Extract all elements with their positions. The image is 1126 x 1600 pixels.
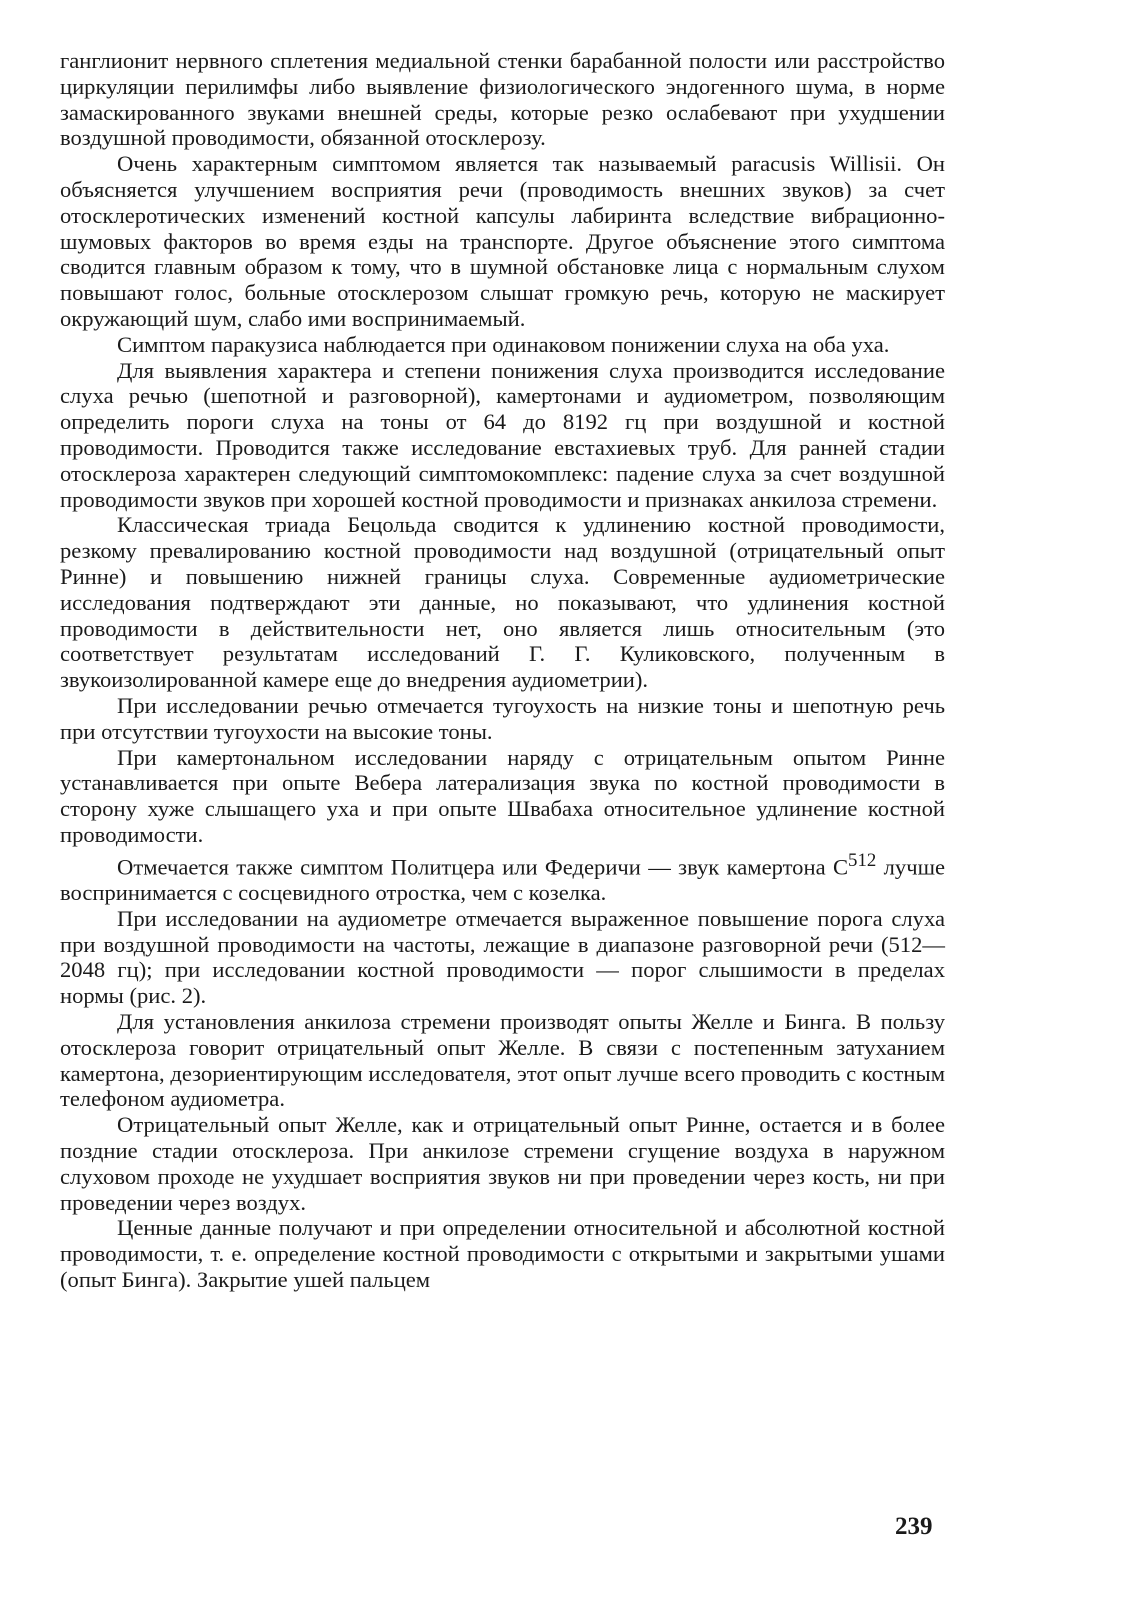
paragraph-6: При исследовании речью отмечается тугоухость на низкие тоны и шепотную речь при отсутствии тугоухости на высокие тоны. bbox=[60, 692, 945, 744]
page-number: 239 bbox=[895, 1513, 933, 1540]
paragraph-5: Классическая триада Бецольда сводится к удлинению костной проводимости, резкому превалированию костной проводимости над воздушной (отрицательный опыт Ринне) и повышению нижней границы слуха. Современные аудиометрические исследования подтверждают эти данные, но показывают, что удлинения костной проводимости в действительности нет, оно является лишь относительным (это соответствует результатам исследований Г. Г. Куликовского, полученным в звукоизолированной камере еще до внедрения аудиометрии). bbox=[60, 512, 945, 693]
paragraph-4: Для выявления характера и степени понижения слуха производится исследование слуха речью (шепотной и разговорной), камертонами и аудиометром, позволяющим определить пороги слуха на тоны от 64 до 8192 гц при воздушной и костной проводимости. Проводится также исследование евстахиевых труб. Для ранней стадии отосклероза характерен следующий симптомокомплекс: падение слуха за счет воздушной проводимости звуков при хорошей костной проводимости и признаках анкилоза стремени. bbox=[60, 357, 945, 512]
paragraph-8-superscript: 512 bbox=[848, 849, 877, 871]
paragraph-8-text-after: лучше воспринимается с сосцевидного отростка, чем с козелка. bbox=[60, 854, 945, 906]
paragraph-8 bbox=[60, 848, 945, 906]
paragraph-12: Ценные данные получают и при определении относительной и абсолютной костной проводимости, т. е. определение костной проводимости с открытыми и закрытыми ушами (опыт Бинга). Закрытие ушей пальцем bbox=[60, 1215, 945, 1292]
page-body bbox=[60, 48, 945, 1293]
paragraph-11: Отрицательный опыт Желле, как и отрицательный опыт Ринне, остается и в более поздние стадии отосклероза. При анкилозе стремени сгущение воздуха в наружном слуховом проходе не ухудшает восприятия звуков ни при проведении через кость, ни при проведении через воздух. bbox=[60, 1112, 945, 1215]
paragraph-8-text-before: Отмечается также симптом Политцера или Федеричи — звук камертона C bbox=[117, 854, 849, 880]
paragraph-1: ганглионит нервного сплетения медиальной стенки барабанной полости или расстройство циркуляции перилимфы либо выявление физиологического эндогенного шума, в норме замаскированного звуками внешней среды, которые резко ослабевают при ухудшении воздушной проводимости, обязанной отосклерозу. bbox=[60, 48, 945, 151]
paragraph-9: При исследовании на аудиометре отмечается выраженное повышение порога слуха при воздушной проводимости на частоты, лежащие в диапазоне разговорной речи (512—2048 гц); при исследовании костной проводимости — порог слышимости в пределах нормы (рис. 2). bbox=[60, 905, 945, 1009]
paragraph-7: При камертональном исследовании наряду с отрицательным опытом Ринне устанавливается при опыте Вебера латерализация звука по костной проводимости в сторону хуже слышащего уха и при опыте Швабаха относительное удлинение костной проводимости. bbox=[60, 744, 945, 847]
paragraph-3: Симптом паракузиса наблюдается при одинаковом понижении слуха на оба уха. bbox=[117, 331, 890, 357]
paragraph-10: Для установления анкилоза стремени производят опыты Желле и Бинга. В пользу отосклероза говорит отрицательный опыт Желле. В связи с постепенным затуханием камертона, дезориентирующим исследователя, этот опыт лучше всего проводить с костным телефоном аудиометра. bbox=[60, 1009, 945, 1112]
paragraph-2: Очень характерным симптомом является так называемый paracusis Willisii. Он объясняется улучшением восприятия речи (проводимость внешних звуков) за счет отосклеротических изменений костной капсулы лабиринта вследствие вибрационно-шумовых факторов во время езды на транспорте. Другое объяснение этого симптома сводится главным образом к тому, что в шумной обстановке лица с нормальным слухом повышают голос, больные отосклерозом слышат громкую речь, которую не маскирует окружающий шум, слабо ими воспринимаемый. bbox=[60, 151, 945, 331]
